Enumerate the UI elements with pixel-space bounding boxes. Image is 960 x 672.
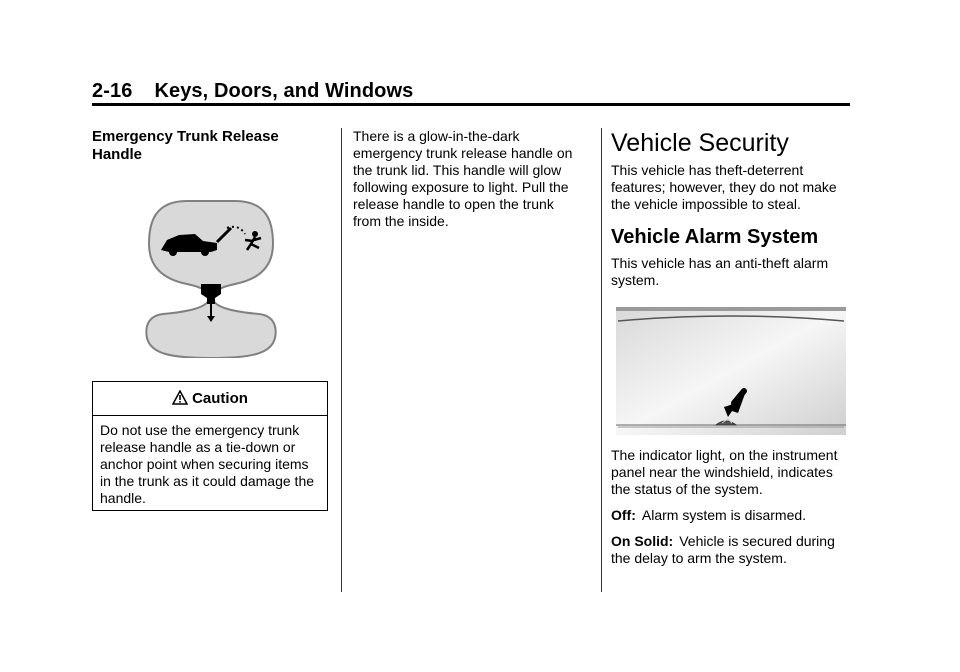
- windshield-indicator-light-illustration: [616, 307, 846, 440]
- indicator-description: The indicator light, on the instrument panel near the windshield, indicates the status of the system.: [611, 447, 838, 497]
- header-rule: [92, 103, 850, 106]
- caution-box: [92, 381, 328, 511]
- vehicle-security-title: Vehicle Security: [611, 129, 789, 157]
- column-divider: [601, 128, 602, 592]
- page-header: [92, 80, 413, 103]
- state-text: Vehicle is secured during the delay to arm the system.: [611, 533, 835, 566]
- alarm-intro: This vehicle has an anti-theft alarm system.: [611, 255, 829, 288]
- state-label: Off:: [611, 507, 636, 523]
- caution-text: Do not use the emergency trunk release handle as a tie-down or anchor point when securing items in the trunk as it could damage the handle.: [100, 422, 315, 506]
- trunk-release-handle-icon: [145, 198, 277, 363]
- alarm-system-heading: Vehicle Alarm System: [611, 226, 819, 248]
- caution-title: Caution: [192, 390, 248, 407]
- column-divider: [341, 128, 342, 592]
- section-title: Keys, Doors, and Windows: [154, 80, 414, 102]
- emergency-trunk-heading: Emergency Trunk Release Handle: [92, 128, 279, 163]
- state-off: [611, 507, 851, 524]
- right-column: [611, 128, 851, 289]
- left-column: [92, 128, 332, 164]
- security-intro: This vehicle has theft-deterrent features; however, they do not make the vehicle impossible to steal.: [611, 162, 837, 212]
- right-column-lower: [611, 447, 851, 567]
- middle-column: [353, 128, 591, 230]
- caution-header: [93, 382, 327, 416]
- state-label: On Solid:: [611, 533, 674, 549]
- state-on-solid: [611, 533, 847, 567]
- page-number: 2-16: [92, 80, 133, 102]
- state-text: Alarm system is disarmed.: [641, 507, 807, 523]
- trunk-handle-description: There is a glow-in-the-dark emergency trunk release handle on the trunk lid. This handle will glow following exposure to light. Pull the release handle to open the trunk from the inside.: [353, 128, 573, 229]
- warning-triangle-icon: [172, 390, 188, 405]
